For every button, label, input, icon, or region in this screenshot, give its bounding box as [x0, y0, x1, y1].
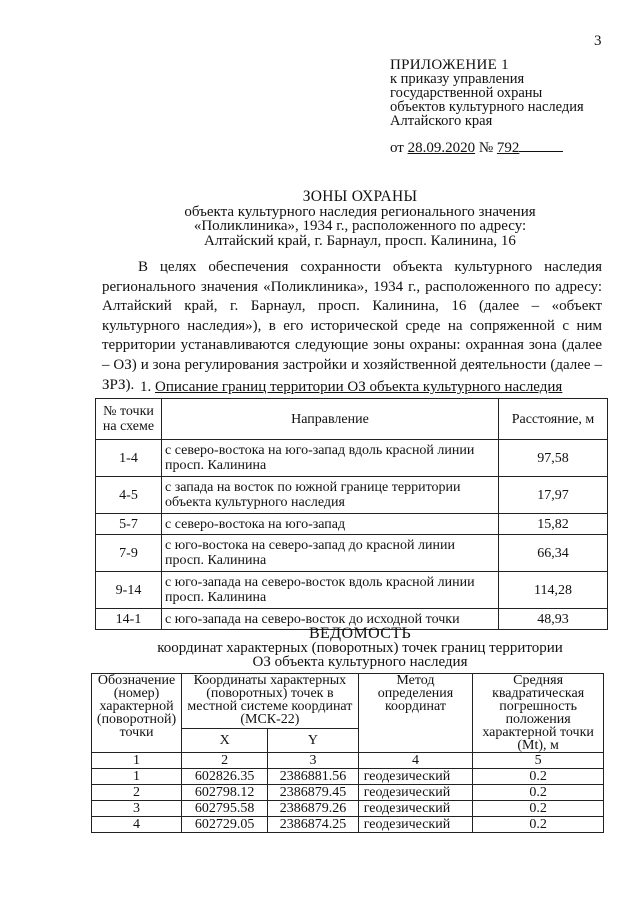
cell-points: 5-7 — [96, 514, 162, 535]
vedomost-title: ВЕДОМОСТЬ — [308, 625, 412, 642]
intro-paragraph — [102, 258, 602, 395]
order-date: 28.09.2020 — [407, 140, 476, 156]
cell-y: 2386874.25 — [268, 817, 358, 833]
cell-distance: 66,34 — [499, 535, 608, 572]
cell-distance: 48,93 — [499, 609, 608, 630]
cell-distance: 17,97 — [499, 477, 608, 514]
cell-direction: с северо-востока на юго-запад — [162, 514, 499, 535]
cell-x: 602795.58 — [182, 801, 268, 817]
heading-line: Алтайский край, г. Барнаул, просп. Калинина, 16 — [204, 232, 516, 249]
cell-point: 3 — [92, 801, 182, 817]
cell-direction: с юго-востока на северо-запад до красной линии просп. Калинина — [162, 535, 499, 572]
header-x: X — [182, 729, 268, 753]
appendix-title: ПРИЛОЖЕНИЕ 1 — [390, 57, 509, 73]
column-number: 4 — [358, 753, 473, 769]
header-method: Метод определения координат — [358, 674, 473, 753]
cell-x: 602798.12 — [182, 785, 268, 801]
header-y: Y — [268, 729, 358, 753]
table-header-row — [92, 674, 604, 729]
cell-point: 1 — [92, 769, 182, 785]
heading-title: ЗОНЫ ОХРАНЫ — [302, 188, 418, 205]
column-number: 1 — [92, 753, 182, 769]
cell-points: 1-4 — [96, 440, 162, 477]
intro-paragraph-text: В целях обеспечения сохранности объекта культурного наследия регионального значения «Поликлиника», 1934 г., расположенного по адресу: Алтайский край, г. Барнаул, просп. Калинина, 16 (далее – «объект культурного наследия»), в его исторической среде на сопряженной с ним территории устанавливаются следующие зоны охраны: охранная зона (далее – ОЗ) и зона регулирования застройки и хозяйственной деятельности (далее – ЗРЗ). — [102, 259, 602, 393]
table-row — [92, 785, 604, 801]
heading-line: «Поликлиника», 1934 г., расположенного по адресу: — [193, 218, 527, 234]
column-number-row — [92, 753, 604, 769]
order-number-sign: № — [478, 140, 494, 156]
cell-mt: 0.2 — [473, 801, 604, 817]
vedomost-heading — [90, 627, 630, 669]
appendix-line: государственной охраны — [390, 85, 543, 101]
cell-distance: 114,28 — [499, 572, 608, 609]
cell-points: 9-14 — [96, 572, 162, 609]
cell-x: 602826.35 — [182, 769, 268, 785]
header-direction: Направление — [162, 399, 499, 440]
table-row — [96, 572, 608, 609]
appendix-line: к приказу управления — [390, 71, 525, 87]
coordinates-table — [91, 673, 604, 833]
vedomost-line: координат характерных (поворотных) точек границ территории — [157, 640, 563, 656]
cell-point: 2 — [92, 785, 182, 801]
section-1-heading — [140, 379, 562, 396]
table-row — [96, 477, 608, 514]
cell-y: 2386879.45 — [268, 785, 358, 801]
order-number: 792 — [496, 140, 520, 156]
order-prefix: от — [390, 140, 404, 156]
table-row — [92, 801, 604, 817]
cell-direction: с запада на восток по южной границе территории объекта культурного наследия — [162, 477, 499, 514]
cell-method: геодезический — [358, 801, 473, 817]
heading-line: объекта культурного наследия регионального значения — [184, 203, 536, 220]
cell-direction: с северо-востока на юго-запад вдоль красной линии просп. Калинина — [162, 440, 499, 477]
cell-points: 14-1 — [96, 609, 162, 630]
table-row — [96, 514, 608, 535]
section-1-number: 1. — [140, 379, 152, 395]
order-line — [390, 139, 563, 157]
cell-direction: с юго-запада на северо-восток до исходной точки — [162, 609, 499, 630]
cell-mt: 0.2 — [473, 785, 604, 801]
page-number: 3 — [594, 33, 602, 49]
vedomost-line: ОЗ объекта культурного наследия — [252, 654, 468, 670]
cell-distance: 97,58 — [499, 440, 608, 477]
appendix-line: Алтайского края — [390, 113, 493, 129]
cell-method: геодезический — [358, 817, 473, 833]
table-row — [92, 817, 604, 833]
table-row — [96, 440, 608, 477]
cell-mt: 0.2 — [473, 817, 604, 833]
cell-mt: 0.2 — [473, 769, 604, 785]
table-header-row — [96, 399, 608, 440]
table-row — [92, 769, 604, 785]
cell-distance: 15,82 — [499, 514, 608, 535]
cell-y: 2386881.56 — [268, 769, 358, 785]
boundary-table — [95, 398, 608, 630]
column-number: 2 — [182, 753, 268, 769]
header-points: № точки на схеме — [96, 399, 162, 440]
header-accuracy: Средняя квадратическая погрешность положения характерной точки (Mt), м — [473, 674, 604, 753]
cell-x: 602729.05 — [182, 817, 268, 833]
cell-method: геодезический — [358, 785, 473, 801]
header-point: Обозначение (номер) характерной (поворотной) точки — [92, 674, 182, 753]
column-number: 5 — [473, 753, 604, 769]
cell-points: 4-5 — [96, 477, 162, 514]
column-number: 3 — [268, 753, 358, 769]
cell-y: 2386879.26 — [268, 801, 358, 817]
appendix-block — [390, 58, 584, 128]
appendix-line: объектов культурного наследия — [390, 99, 584, 115]
document-heading — [90, 190, 630, 248]
cell-method: геодезический — [358, 769, 473, 785]
cell-points: 7-9 — [96, 535, 162, 572]
section-1-title: Описание границ территории ОЗ объекта культурного наследия — [155, 379, 563, 395]
table-row — [96, 535, 608, 572]
cell-point: 4 — [92, 817, 182, 833]
order-underline — [519, 139, 563, 152]
header-coords: Координаты характерных (поворотных) точек в местной системе координат (МСК-22) — [182, 674, 359, 729]
header-distance: Расстояние, м — [499, 399, 608, 440]
cell-direction: с юго-запада на северо-восток вдоль красной линии просп. Калинина — [162, 572, 499, 609]
